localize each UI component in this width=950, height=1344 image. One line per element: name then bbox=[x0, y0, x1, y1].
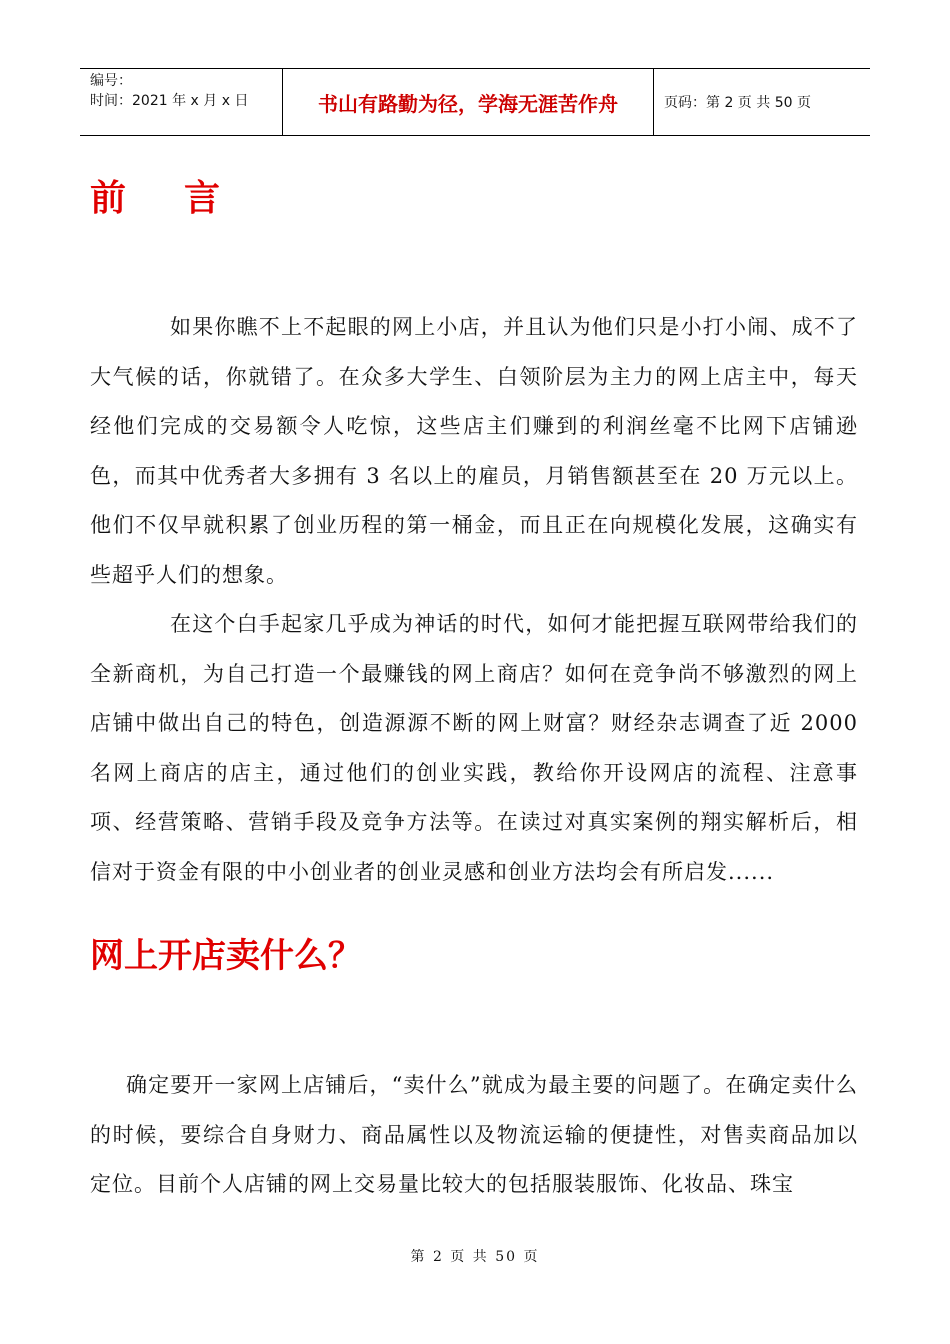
what-to-sell-paragraph-1: 确定要开一家网上店铺后，“卖什么”就成为最主要的问题了。在确定卖什么的时候，要综合自身财力、商品属性以及物流运输的便捷性，对售卖商品加以定位。目前个人店铺的网上交易量比较大的包括服装服饰、化妆品、珠宝 bbox=[90, 1073, 858, 1196]
document-time-label: 时间：2021 年 x 月 x 日 bbox=[90, 93, 249, 109]
preface-paragraph-2: 在这个白手起家几乎成为神话的时代，如何才能把握互联网带给我们的全新商机，为自己打造一个最赚钱的网上商店？如何在竞争尚不够激烈的网上店铺中做出自己的特色，创造源源不断的网上财富？财经杂志调查了近 2000 名网上商店的店主，通过他们的创业实践，教给你开设网店的流程、注意事项、经营策略、营销手段及竞争方法等。在读过对真实案例的翔实解析后，相信对于资金有限的中小创业者的创业灵感和创业方法均会有所启发...... bbox=[90, 612, 858, 884]
header-motto: 书山有路勤为径，学海无涯苦作舟 bbox=[282, 69, 654, 135]
preface-paragraph-1: 如果你瞧不上不起眼的网上小店，并且认为他们只是小打小闹、成不了大气候的话，你就错了。在众多大学生、白领阶层为主力的网上店主中，每天经他们完成的交易额令人吃惊，这些店主们赚到的利润丝毫不比网下店铺逊色，而其中优秀者大多拥有 3 名以上的雇员，月销售额甚至在 20 万元以上。他们不仅早就积累了创业历程的第一桶金，而且正在向规模化发展，这确实有些超乎人们的想象。 bbox=[90, 315, 858, 587]
section-title-what-to-sell: 网上开店卖什么？ bbox=[90, 936, 362, 976]
document-number-label: 编号： bbox=[90, 73, 132, 89]
page-header bbox=[80, 68, 870, 136]
section-title-preface: 前言 bbox=[90, 178, 279, 219]
header-meta bbox=[80, 69, 282, 135]
page-footer: 第 2 页 共 50 页 bbox=[410, 1249, 540, 1265]
header-page-info: 页码：第 2 页 共 50 页 bbox=[664, 95, 811, 111]
